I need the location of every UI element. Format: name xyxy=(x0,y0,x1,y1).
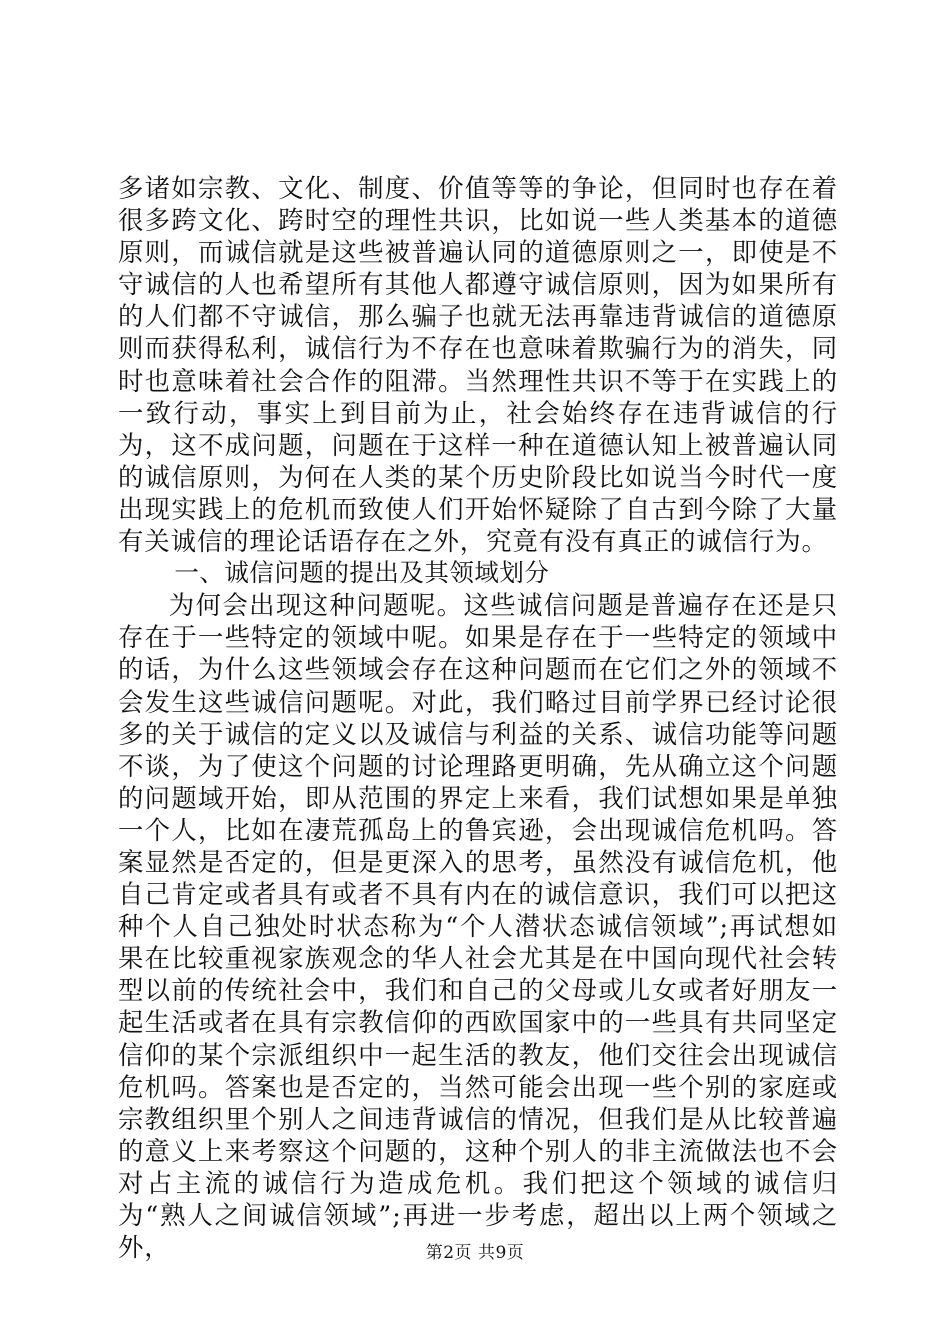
document-body xyxy=(118,172,838,1263)
body-paragraph: 为何会出现这种问题呢。这些诚信问题是普遍存在还是只存在于一些特定的领域中呢。如果是存在于一些特定的领域中的话，为什么这些领域会存在这种问题而在它们之外的领域不会发生这些诚信问题呢。对此，我们略过目前学界已经讨论很多的关于诚信的定义以及诚信与利益的关系、诚信功能等问题不谈，为了使这个问题的讨论理路更明确，先从确立这个问题的问题域开始，即从范围的界定上来看，我们试想如果是单独一个人，比如在凄荒孤岛上的鲁宾逊，会出现诚信危机吗。答案显然是否定的，但是更深入的思考，虽然没有诚信危机，他自己肯定或者具有或者不具有内在的诚信意识，我们可以把这种个人自己独处时状态称为“个人潜状态诚信领域”;再试想如果在比较重视家族观念的华人社会尤其是在中国向现代社会转型以前的传统社会中，我们和自己的父母或儿女或者好朋友一起生活或者在具有宗教信仰的西欧国家中的一些具有共同坚定信仰的某个宗派组织中一起生活的教友，他们交往会出现诚信危机吗。答案也是否定的，当然可能会出现一些个别的家庭或宗教组织里个别人之间违背诚信的情况，但我们是从比较普遍的意义上来考察这个问题的，这种个别人的非主流做法也不会对占主流的诚信行为造成危机。我们把这个领域的诚信归为“熟人之间诚信领域”;再进一步考虑，超出以上两个领域之外， xyxy=(118,590,838,1263)
section-heading: 一、诚信问题的提出及其领域划分 xyxy=(174,558,550,588)
page-number-footer: 第2页 共9页 xyxy=(425,1243,525,1263)
body-paragraph-continued: 多诸如宗教、文化、制度、价值等等的争论，但同时也存在着很多跨文化、跨时空的理性共识，比如说一些人类基本的道德原则，而诚信就是这些被普遍认同的道德原则之一，即使是不守诚信的人也希望所有其他人都遵守诚信原则，因为如果所有的人们都不守诚信，那么骗子也就无法再靠违背诚信的道德原则而获得私利，诚信行为不存在也意味着欺骗行为的消失，同时也意味着社会合作的阻滞。当然理性共识不等于在实践上的一致行动，事实上到目前为止，社会始终存在违背诚信的行为，这不成问题，问题在于这样一种在道德认知上被普遍认同的诚信原则，为何在人类的某个历史阶段比如说当今时代一度出现实践上的危机而致使人们开始怀疑除了自古到今除了大量有关诚信的理论话语存在之外，究竟有没有真正的诚信行为。 xyxy=(118,173,838,557)
